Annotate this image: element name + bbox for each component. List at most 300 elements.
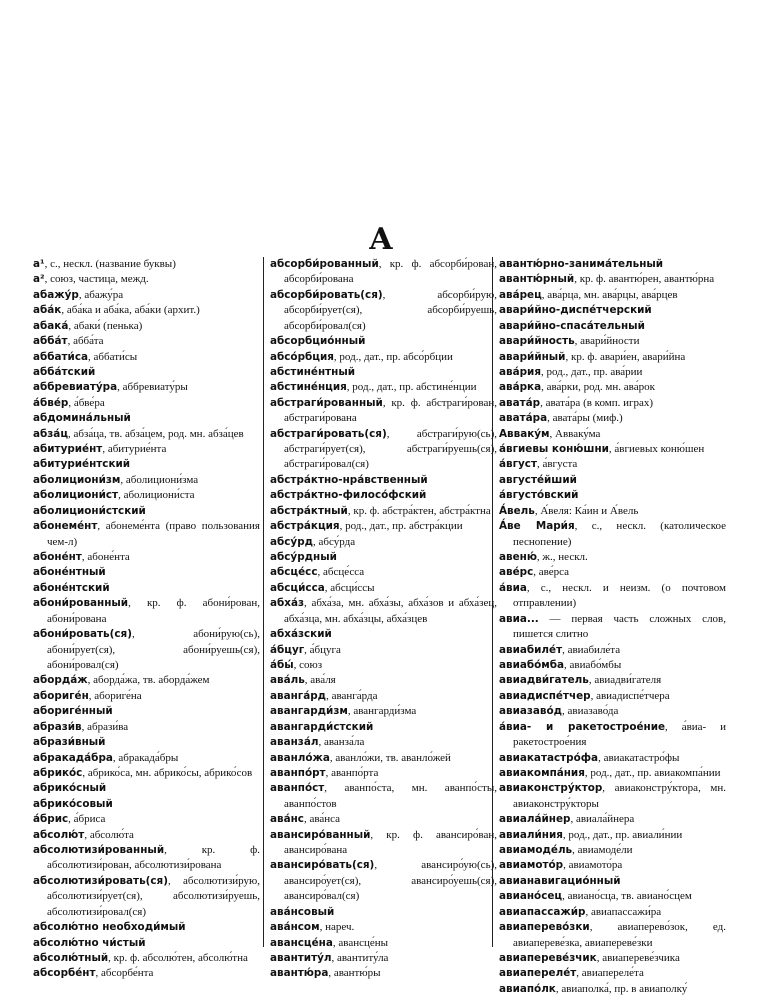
entry-headword: аболициони́стский [33, 504, 146, 517]
dictionary-entry [499, 303, 726, 318]
entry-headword: авиали́ния [499, 828, 563, 841]
entry-headword: абба́т [33, 335, 68, 348]
entry-definition: , абха́за, мн. абха́зы, абха́зов и абха́зец, абха́зца, мн. абха́зцы, абха́зцев [284, 597, 497, 625]
entry-definition: , ава́рца, мн. ава́рцы, ава́рцев [541, 288, 678, 301]
entry-headword: абракада́бра [33, 751, 113, 764]
dictionary-entry [33, 966, 260, 981]
entry-headword: аванза́л [270, 736, 319, 749]
entry-definition: , абсорбе́нта [95, 967, 154, 980]
entry-definition: , союз, частица, межд. [44, 273, 149, 286]
entry-headword: абсу́рд [270, 535, 314, 548]
dictionary-entry [270, 504, 497, 519]
dictionary-entry [270, 766, 497, 781]
entry-headword: абитурие́нтский [33, 458, 131, 471]
dictionary-entry [499, 257, 726, 272]
entry-headword: абориге́н [33, 689, 89, 702]
entry-definition: , авиамоде́ли [572, 844, 633, 857]
dictionary-entry [270, 920, 497, 935]
entry-headword: авангарди́стский [270, 720, 374, 733]
entry-definition: , абаки́ (пенька) [68, 319, 143, 332]
entry-headword: абдомина́льный [33, 412, 131, 425]
dictionary-entry [33, 627, 260, 673]
entry-definition: , аббревиату́ры [117, 381, 188, 394]
entry-headword: А́вель [499, 504, 535, 517]
entry-headword: аббревиату́ра [33, 381, 118, 394]
entry-headword: абоне́нтный [33, 566, 106, 579]
entry-definition: , абоне́нта [81, 551, 130, 564]
entry-definition: , А́веля: Ка́ин и А́вель [534, 504, 639, 517]
dictionary-entry [499, 319, 726, 334]
entry-definition: , авиапереве́зчика [596, 951, 680, 964]
dictionary-entry [33, 288, 260, 303]
entry-definition: , аборда́жа, тв. аборда́жем [87, 674, 210, 687]
entry-definition: , авиамото́ра [563, 859, 623, 872]
entry-headword: абсорби́ровать(ся) [270, 288, 383, 301]
entry-definition: , абракада́бры [112, 751, 179, 764]
dictionary-entry [499, 874, 726, 889]
dictionary-entry [270, 257, 497, 288]
entry-headword: а́виа- и ракетострое́ние [499, 720, 666, 733]
dictionary-entry [499, 427, 726, 442]
entry-definition: , авата́ра (в комп. играх) [540, 396, 654, 409]
entry-definition: , аболициони́ста [118, 489, 195, 502]
entry-headword: абсолю́т [33, 828, 85, 841]
dictionary-entry [499, 380, 726, 395]
entry-headword: авантю́рно-занима́тельный [499, 258, 664, 270]
dictionary-entry [33, 720, 260, 735]
dictionary-entry [270, 565, 497, 580]
dictionary-entry [33, 519, 260, 550]
entry-definition: , род., дат., пр. авиакомпа́нии [584, 766, 721, 779]
dictionary-column-1 [33, 257, 260, 982]
dictionary-entry [33, 473, 260, 488]
entry-headword: абсу́рдный [270, 551, 337, 564]
dictionary-entry [33, 828, 260, 843]
entry-definition: , абза́ца, тв. абза́цем, род. мн. абза́цев [68, 427, 244, 440]
entry-headword: авари́йность [499, 335, 575, 348]
dictionary-entry [499, 488, 726, 503]
entry-headword: абстине́нция [270, 381, 347, 394]
entry-headword: абстине́нтный [270, 365, 356, 378]
dictionary-entry [33, 380, 260, 395]
dictionary-entry [270, 704, 497, 719]
entry-headword: а² [33, 273, 45, 286]
dictionary-entry [33, 442, 260, 457]
entry-definition: , авансце́ны [332, 936, 389, 949]
entry-definition: , кр. ф. абсолю́тен, абсолю́тна [108, 951, 248, 964]
dictionary-entry [33, 565, 260, 580]
entry-headword: авиабиле́т [499, 643, 563, 656]
dictionary-entry [499, 812, 726, 827]
entry-headword: ава́нсом [270, 921, 320, 934]
entry-definition: , абсорби́рую, абсорби́рует(ся), абсорби́руешь, абсорби́ровал(ся) [284, 288, 497, 332]
entry-definition: , абстраги́рую(сь), абстраги́рует(ся), абстраги́руешь(ся), абстраги́ровал(ся) [284, 427, 497, 471]
entry-definition: , Авваку́ма [549, 427, 601, 440]
dictionary-entry [33, 735, 260, 750]
dictionary-entry [270, 951, 497, 966]
entry-headword: абба́тский [33, 365, 96, 378]
entry-headword: авантю́ра [270, 967, 329, 980]
entry-headword: аббати́са [33, 350, 89, 363]
dictionary-entry [33, 812, 260, 827]
entry-headword: аванга́рд [270, 689, 327, 702]
dictionary-entry [499, 689, 726, 704]
entry-definition: , кр. ф. авантю́рен, авантю́рна [574, 273, 715, 286]
column-divider [263, 257, 264, 947]
entry-headword: абсорбе́нт [33, 967, 96, 980]
dictionary-entry [270, 828, 497, 859]
entry-definition: , аболициони́зма [120, 473, 199, 486]
dictionary-entry [270, 643, 497, 658]
entry-headword: абсолю́тно чи́стый [33, 936, 146, 949]
entry-definition: , с., нескл. (католическое песнопение) [513, 520, 726, 548]
entry-definition: , аванпо́рта [325, 766, 379, 779]
entry-definition: , кр. ф. абони́рован, абони́рована [47, 597, 260, 625]
entry-definition: , абонеме́нта (право пользования чем-л) [47, 520, 260, 548]
dictionary-entry [499, 889, 726, 904]
dictionary-entry [33, 951, 260, 966]
dictionary-entry [33, 550, 260, 565]
dictionary-entry [270, 596, 497, 627]
entry-headword: а́бы́ [270, 658, 294, 671]
dictionary-entry [270, 519, 497, 534]
entry-definition: , аббати́сы [88, 350, 138, 363]
entry-definition: , а́вгиевых коню́шен [608, 443, 705, 456]
entry-definition: , авантю́ры [328, 967, 381, 980]
dictionary-entry [33, 303, 260, 318]
dictionary-entry [33, 781, 260, 796]
dictionary-entry [33, 457, 260, 472]
entry-headword: абака́ [33, 319, 69, 332]
entry-headword: абрико́совый [33, 797, 113, 810]
entry-headword: авиано́сец [499, 890, 563, 903]
dictionary-entry [270, 427, 497, 473]
entry-definition: , авари́йности [574, 335, 640, 348]
entry-headword: абрико́сный [33, 782, 107, 795]
entry-headword: абрази́в [33, 720, 82, 733]
entry-headword: авианавигацио́нный [499, 874, 621, 887]
entry-headword: ава́нс [270, 813, 304, 826]
entry-definition: , с., нескл. и неизм. (о почтовом отправлении) [513, 581, 726, 610]
entry-definition: , авангарди́зма [347, 705, 417, 718]
entry-headword: авиазаво́д [499, 705, 563, 718]
dictionary-entry [499, 658, 726, 673]
entry-definition: , а́виа- и ракетострое́ния [513, 720, 726, 749]
entry-headword: а́бцуг [270, 643, 305, 656]
entry-headword: авиабо́мба [499, 658, 565, 671]
entry-definition: , авиадви́гателя [588, 674, 662, 687]
entry-headword: авангарди́зм [270, 705, 348, 718]
dictionary-entry [499, 751, 726, 766]
entry-headword: абсце́сс [270, 566, 318, 579]
entry-headword: абха́зский [270, 628, 332, 641]
entry-definition: , абрази́ва [81, 720, 129, 733]
dictionary-entry [33, 396, 260, 411]
dictionary-entry [270, 473, 497, 488]
entry-definition: , с., нескл. (название буквы) [44, 258, 176, 270]
dictionary-entry [270, 288, 497, 334]
entry-definition: , авиакатастро́фы [598, 751, 680, 764]
dictionary-entry [499, 350, 726, 365]
entry-definition: , абба́та [67, 335, 104, 348]
dictionary-entry [33, 596, 260, 627]
dictionary-entry [499, 966, 726, 981]
entry-definition: , авиапассажи́ра [585, 905, 662, 918]
dictionary-entry [33, 689, 260, 704]
entry-definition: , аванло́жи, тв. аванло́жей [329, 751, 451, 764]
entry-definition: , абсолютизи́рую, абсолютизи́рует(ся), абсолютизи́руешь, абсолютизи́ровал(ся) [47, 874, 260, 918]
dictionary-column-2 [270, 257, 497, 982]
dictionary-entry [499, 396, 726, 411]
entry-definition: , кр. ф. абстраги́рован, абстраги́рована [284, 396, 497, 425]
entry-headword: авиапереле́т [499, 967, 577, 980]
dictionary-entry [499, 704, 726, 719]
dictionary-entry [499, 643, 726, 658]
dictionary-entry [270, 365, 497, 380]
entry-headword: а́вгуст [499, 458, 537, 471]
entry-headword: ава́рец [499, 288, 542, 301]
entry-definition: , а́бриса [68, 813, 106, 826]
entry-headword: абстра́ктно-филосо́фский [270, 489, 427, 502]
entry-headword: авеню́ [499, 551, 537, 564]
entry-headword: авиадви́гатель [499, 674, 589, 687]
entry-definition: , авантиту́ла [331, 951, 389, 964]
entry-headword: абсолю́тно необходи́мый [33, 921, 186, 934]
entry-headword: абони́ровать(ся) [33, 628, 132, 641]
entry-headword: авари́йный [499, 350, 566, 363]
entry-headword: авиамоде́ль [499, 844, 573, 857]
entry-definition: , род., дат., пр. авиали́нии [562, 828, 683, 841]
entry-headword: а́брис [33, 813, 69, 826]
dictionary-entry [33, 874, 260, 920]
entry-definition: , род., дат., пр. ава́рии [541, 365, 643, 378]
entry-headword: абстраги́ровать(ся) [270, 427, 387, 440]
entry-headword: а́виа [499, 581, 527, 594]
entry-headword: аборда́ж [33, 674, 88, 687]
entry-headword: абсолютизи́рованный [33, 844, 165, 857]
dictionary-entry [270, 658, 497, 673]
dictionary-entry [270, 535, 497, 550]
dictionary-entry [270, 812, 497, 827]
entry-headword: аба́к [33, 304, 62, 317]
entry-headword: абориге́нный [33, 705, 113, 718]
dictionary-entry [270, 334, 497, 349]
dictionary-entry [499, 920, 726, 951]
entry-definition: , абони́рую(сь), абони́рует(ся), абони́руешь(ся), абони́ровал(ся) [47, 628, 260, 671]
entry-headword: аванло́жа [270, 751, 330, 764]
dictionary-entry [33, 365, 260, 380]
dictionary-entry [33, 673, 260, 688]
dictionary-entry [33, 843, 260, 874]
entry-definition: , авиаполка́, пр. в авиаполку́ [555, 982, 688, 995]
entry-headword: ава́нсовый [270, 905, 335, 918]
dictionary-entry [499, 457, 726, 472]
dictionary-entry [499, 781, 726, 812]
entry-definition: , абсу́рда [313, 535, 356, 548]
entry-headword: авиапо́лк [499, 982, 556, 995]
dictionary-entry [270, 936, 497, 951]
entry-headword: ава́рия [499, 365, 541, 378]
dictionary-entry [499, 720, 726, 751]
entry-headword: абза́ц [33, 427, 69, 440]
entry-headword: авари́йно-спаса́тельный [499, 319, 645, 332]
entry-headword: абстра́кция [270, 520, 340, 533]
dictionary-entry [499, 504, 726, 519]
dictionary-entry [499, 288, 726, 303]
entry-definition: , аванга́рда [326, 689, 378, 702]
entry-definition: , ава́ля [304, 674, 336, 687]
entry-headword: авансце́на [270, 936, 333, 949]
dictionary-entry [270, 627, 497, 642]
entry-headword: а́вгусто́вский [499, 489, 579, 502]
entry-headword: абсолю́тный [33, 951, 109, 964]
dictionary-entry [33, 427, 260, 442]
dictionary-entry [270, 905, 497, 920]
entry-definition: , абсце́сса [317, 566, 365, 579]
dictionary-entry [499, 766, 726, 781]
entry-definition: , аба́ка и аба́ка, аба́ки (архит.) [61, 304, 200, 317]
entry-headword: абстра́ктный [270, 504, 348, 517]
entry-definition: , авиапереле́та [576, 967, 644, 980]
dictionary-entry [33, 504, 260, 519]
entry-headword: абха́з [270, 597, 305, 610]
entry-headword: аванпо́рт [270, 766, 326, 779]
dictionary-entry [33, 751, 260, 766]
entry-definition: , ж., нескл. [536, 551, 588, 564]
entry-headword: авансиро́вать(ся) [270, 859, 375, 872]
dictionary-entry [33, 334, 260, 349]
dictionary-entry [499, 411, 726, 426]
dictionary-entry [270, 396, 497, 427]
entry-definition: , авиазаво́да [562, 705, 619, 718]
entry-headword: абрико́с [33, 766, 83, 779]
entry-headword: абони́рованный [33, 597, 129, 610]
dictionary-entry [499, 673, 726, 688]
entry-headword: ава́ль [270, 674, 305, 687]
entry-definition: , авансиро́ую(сь), авансиро́ует(ся), авансиро́уешь(ся), авансиро́вал(ся) [284, 859, 497, 903]
dictionary-entry [33, 272, 260, 287]
entry-definition: , кр. ф. авари́ен, авари́йна [565, 350, 686, 363]
dictionary-entry [499, 843, 726, 858]
dictionary-entry [270, 581, 497, 596]
entry-headword: авансиро́ванный [270, 828, 371, 841]
entry-definition: , род., дат., пр. абсо́рбции [333, 350, 453, 363]
entry-definition: , а́бве́ра [68, 396, 105, 409]
entry-headword: абсорби́рованный [270, 258, 379, 270]
entry-definition: , союз [293, 658, 323, 671]
entry-headword: авиала́йнер [499, 813, 571, 826]
entry-headword: авата́ра [499, 412, 548, 425]
dictionary-entry [270, 858, 497, 904]
entry-headword: абрази́вный [33, 736, 106, 749]
dictionary-entry [270, 488, 497, 503]
entry-headword: абсци́сса [270, 581, 325, 594]
entry-headword: а¹ [33, 258, 45, 270]
dictionary-entry [499, 565, 726, 580]
entry-definition: , кр. ф. абсорби́рован, абсорби́рована [284, 258, 497, 286]
entry-headword: аболициони́зм [33, 473, 121, 486]
entry-headword: авиапереве́зчик [499, 951, 597, 964]
entry-headword: абстра́ктно-нра́вственный [270, 473, 428, 486]
entry-definition: , авиаперево́зок, ед. авиапереве́зка, авиапереве́зки [513, 921, 726, 949]
dictionary-entry [499, 581, 726, 612]
entry-headword: абстраги́рованный [270, 396, 383, 409]
dictionary-entry [33, 581, 260, 596]
dictionary-entry [270, 720, 497, 735]
dictionary-entry [33, 920, 260, 935]
dictionary-entry [499, 442, 726, 457]
entry-headword: авиапассажи́р [499, 905, 586, 918]
entry-headword: а́бве́р [33, 396, 69, 409]
entry-definition: , авиабиле́та [562, 643, 621, 656]
entry-definition: , абрико́са, мн. абрико́сы, абрико́сов [82, 766, 253, 779]
entry-definition: , ава́нса [303, 813, 341, 826]
entry-definition: , авиала́йнера [570, 813, 635, 826]
entry-definition: , авиадиспе́тчера [590, 689, 670, 702]
entry-headword: абоне́нт [33, 551, 82, 564]
entry-headword: авиа... [499, 612, 539, 625]
entry-headword: аванпо́ст [270, 782, 325, 795]
entry-definition: , нареч. [319, 921, 355, 934]
entry-definition: , аве́рса [533, 566, 570, 579]
entry-headword: авиаперево́зки [499, 921, 590, 934]
entry-definition: , а́бцуга [304, 643, 341, 656]
entry-headword: авиаконстру́ктор [499, 782, 603, 795]
dictionary-entry [33, 488, 260, 503]
entry-headword: абажу́р [33, 288, 79, 301]
dictionary-entry [33, 766, 260, 781]
dictionary-entry [499, 858, 726, 873]
entry-definition: , кр. ф. авансиро́ван, авансиро́вана [284, 828, 497, 857]
entry-headword: Авваку́м [499, 427, 550, 440]
entry-definition: , абсолю́та [84, 828, 134, 841]
dictionary-entry [270, 966, 497, 981]
entry-headword: авари́йно-диспе́тчерский [499, 304, 652, 317]
dictionary-entry [33, 257, 260, 272]
dictionary-entry [270, 735, 497, 750]
entry-definition: , авата́ры (миф.) [547, 412, 623, 425]
entry-headword: А́ве Мари́я [499, 520, 575, 533]
entry-definition: , авиабо́мбы [564, 658, 622, 671]
entry-definition: , абажу́ра [78, 288, 124, 301]
entry-definition: , аванпо́ста, мн. аванпо́сты, аванпо́стов [284, 782, 497, 810]
dictionary-column-3 [499, 257, 726, 997]
dictionary-entry [270, 673, 497, 688]
entry-headword: аболициони́ст [33, 489, 119, 502]
entry-definition: , кр. ф. абстра́ктен, абстра́ктна [347, 504, 491, 517]
entry-headword: авиадиспе́тчер [499, 689, 591, 702]
entry-definition: , абитурие́нта [102, 443, 167, 456]
dictionary-entry [499, 905, 726, 920]
dictionary-entry [499, 828, 726, 843]
entry-definition: , авиано́сца, тв. авиано́сцем [562, 890, 692, 903]
entry-headword: абоне́нтский [33, 581, 110, 594]
dictionary-entry [33, 797, 260, 812]
entry-headword: ава́рка [499, 381, 542, 394]
entry-definition: , род., дат., пр. абстине́нции [346, 381, 477, 394]
entry-definition: , абориге́на [88, 689, 142, 702]
dictionary-entry [499, 334, 726, 349]
entry-definition: , кр. ф. абсолютизи́рован, абсолютизи́рована [47, 844, 260, 872]
dictionary-entry [499, 982, 726, 997]
dictionary-entry [270, 550, 497, 565]
dictionary-entry [33, 704, 260, 719]
entry-headword: авата́р [499, 396, 541, 409]
dictionary-entry [499, 272, 726, 287]
entry-definition: , род., дат., пр. абстра́кции [339, 520, 463, 533]
dictionary-entry [270, 781, 497, 812]
entry-definition: — первая часть сложных слов, пишется слитно [513, 612, 726, 641]
